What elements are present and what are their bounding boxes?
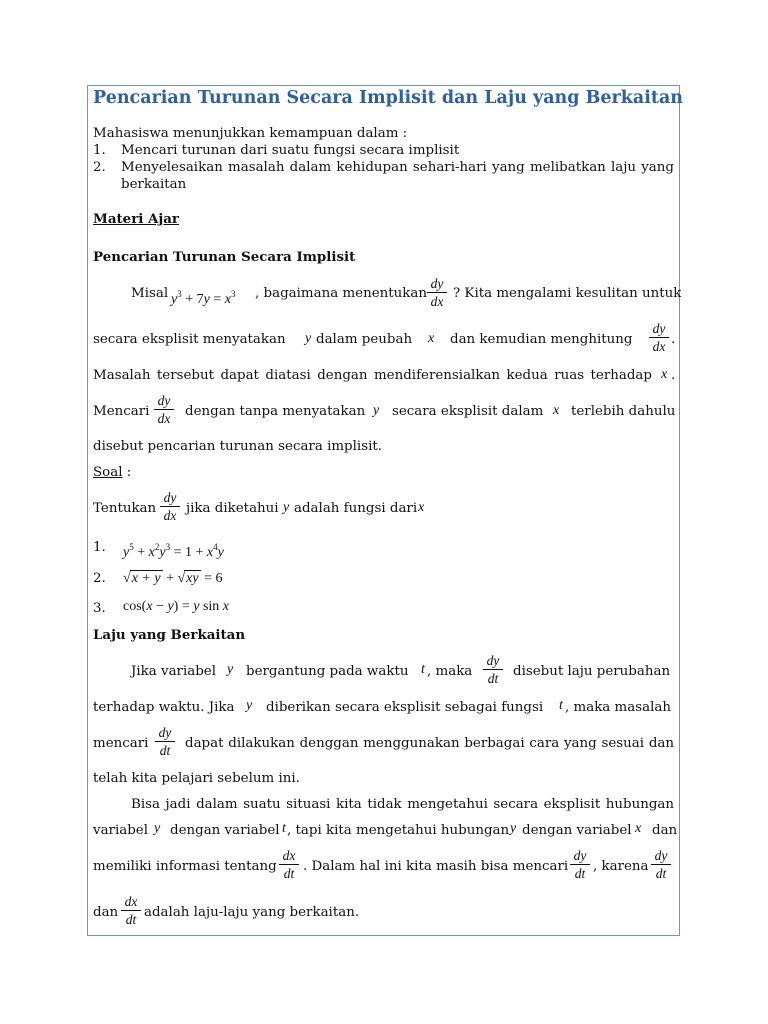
materi-heading: Materi Ajar	[93, 211, 179, 227]
math-y: y	[373, 403, 380, 418]
p3-text-i: , karena	[593, 859, 649, 874]
p2-text-j: telah kita pelajari sebelum ini.	[93, 771, 300, 786]
math-y: y	[227, 662, 234, 677]
p2-text-d: disebut laju perubahan	[513, 664, 671, 679]
goal-number-1: 1.	[93, 143, 106, 158]
p3-text-a: Bisa jadi dalam suatu situasi kita tidak mengetahui secara eksplisit hubungan	[131, 797, 674, 812]
p3-text-b: variabel	[93, 823, 148, 838]
fraction-dy-dt: dy dt	[153, 725, 177, 758]
p2-text-c: , maka	[427, 664, 473, 679]
fraction-dy-dx: dy dx	[425, 276, 449, 309]
math-y: y	[305, 331, 312, 346]
math-x: x	[428, 331, 435, 346]
p1-text-a: Misal	[131, 286, 169, 301]
math-x: x	[418, 500, 425, 515]
p1-text-j: secara eksplisit dalam	[392, 404, 544, 419]
p3-text-h: . Dalam hal ini kita masih bisa mencari	[303, 859, 569, 874]
p1-text-l: disebut pencarian turunan secara implisit.	[93, 439, 382, 454]
p1-text-g: Masalah tersebut dapat diatasi dengan mendiferensialkan kedua ruas terhadap	[93, 368, 652, 383]
p1-text-k: terlebih dahulu	[571, 404, 676, 419]
p3-text-d: , tapi kita mengetahui hubungan	[287, 823, 510, 838]
p3-text-f: dan	[652, 823, 678, 838]
period: .	[671, 332, 676, 347]
p1-text-i: dengan tanpa menyatakan	[185, 404, 366, 419]
p2-text-g: , maka masalah	[565, 700, 671, 715]
goal-text-1: Mencari turunan dari suatu fungsi secara implisit	[121, 143, 460, 158]
period: .	[671, 368, 676, 383]
tentukan-text-b: jika diketahui	[186, 501, 279, 516]
math-t: t	[559, 698, 563, 713]
p2-text-e: terhadap waktu. Jika	[93, 700, 235, 715]
soal-label: Soal :	[93, 465, 132, 480]
p2-text-b: bergantung pada waktu	[246, 664, 409, 679]
p1-text-c: ? Kita mengalami kesulitan untuk	[453, 286, 682, 301]
math-x: x	[635, 821, 642, 836]
fraction-dy-dt: dy dt	[649, 848, 673, 881]
equation-implicit: $y^3 + 7y = x^3$	[171, 289, 236, 307]
p3-text-j: dan	[93, 905, 119, 920]
math-y: y	[510, 821, 517, 836]
goal-text-2: Menyelesaikan masalah dalam kehidupan sehari-hari yang melibatkan laju yang	[121, 160, 674, 175]
intro-text: Mahasiswa menunjukkan kemampuan dalam :	[93, 126, 408, 141]
goal-number-2: 2.	[93, 160, 106, 175]
tentukan-text-c: adalah fungsi dari	[294, 501, 418, 516]
fraction-dy-dx: dy dx	[158, 490, 182, 523]
math-x: x	[553, 403, 560, 418]
section-heading-related-rates: Laju yang Berkaitan	[93, 627, 246, 643]
section-heading-implicit: Pencarian Turunan Secara Implisit	[93, 249, 356, 265]
problem-equation-1: $y^5 + x^2y^3 = 1 + x^4y$	[123, 542, 224, 560]
p3-text-g: memiliki informasi tentang	[93, 859, 277, 874]
math-y: y	[154, 821, 161, 836]
problem-number-2: 2.	[93, 571, 106, 586]
tentukan-text-a: Tentukan	[93, 501, 157, 516]
page-title: Pencarian Turunan Secara Implisit dan Laju yang Berkaitan	[93, 88, 684, 108]
math-t: t	[421, 662, 425, 677]
fraction-dy-dt: dy dt	[568, 848, 592, 881]
p1-text-e: dalam peubah	[316, 332, 413, 347]
p3-text-e: dengan variabel	[522, 823, 632, 838]
p2-text-a: Jika variabel	[131, 664, 216, 679]
problem-equation-3: cos(x − y) = y sin x	[123, 599, 230, 614]
fraction-dx-dt: dx dt	[277, 848, 301, 881]
math-y: y	[283, 500, 290, 515]
p1-text-h: Mencari	[93, 404, 150, 419]
problem-number-3: 3.	[93, 601, 106, 616]
math-t: t	[282, 821, 286, 836]
problem-number-1: 1.	[93, 540, 106, 555]
problem-equation-2: √x + y + √xy = 6	[123, 571, 223, 586]
p2-text-f: diberikan secara eksplisit sebagai fungsi	[266, 700, 544, 715]
p1-text-f: dan kemudian menghitung	[450, 332, 633, 347]
goal-text-2-cont: berkaitan	[121, 177, 187, 192]
fraction-dx-dt: dx dt	[119, 894, 143, 927]
p2-text-i: dapat dilakukan denggan menggunakan berbagai cara yang sesuai dan	[185, 736, 674, 751]
fraction-dy-dx: dy dx	[152, 393, 176, 426]
fraction-dy-dt: dy dt	[481, 653, 505, 686]
p3-text-k: adalah laju-laju yang berkaitan.	[144, 905, 360, 920]
fraction-dy-dx: dy dx	[647, 321, 671, 354]
math-x: x	[661, 367, 668, 382]
p3-text-c: dengan variabel	[170, 823, 280, 838]
p1-text-d: secara eksplisit menyatakan	[93, 332, 286, 347]
p2-text-h: mencari	[93, 736, 149, 751]
p1-text-b: , bagaimana menentukan	[255, 286, 427, 301]
math-y: y	[246, 698, 253, 713]
